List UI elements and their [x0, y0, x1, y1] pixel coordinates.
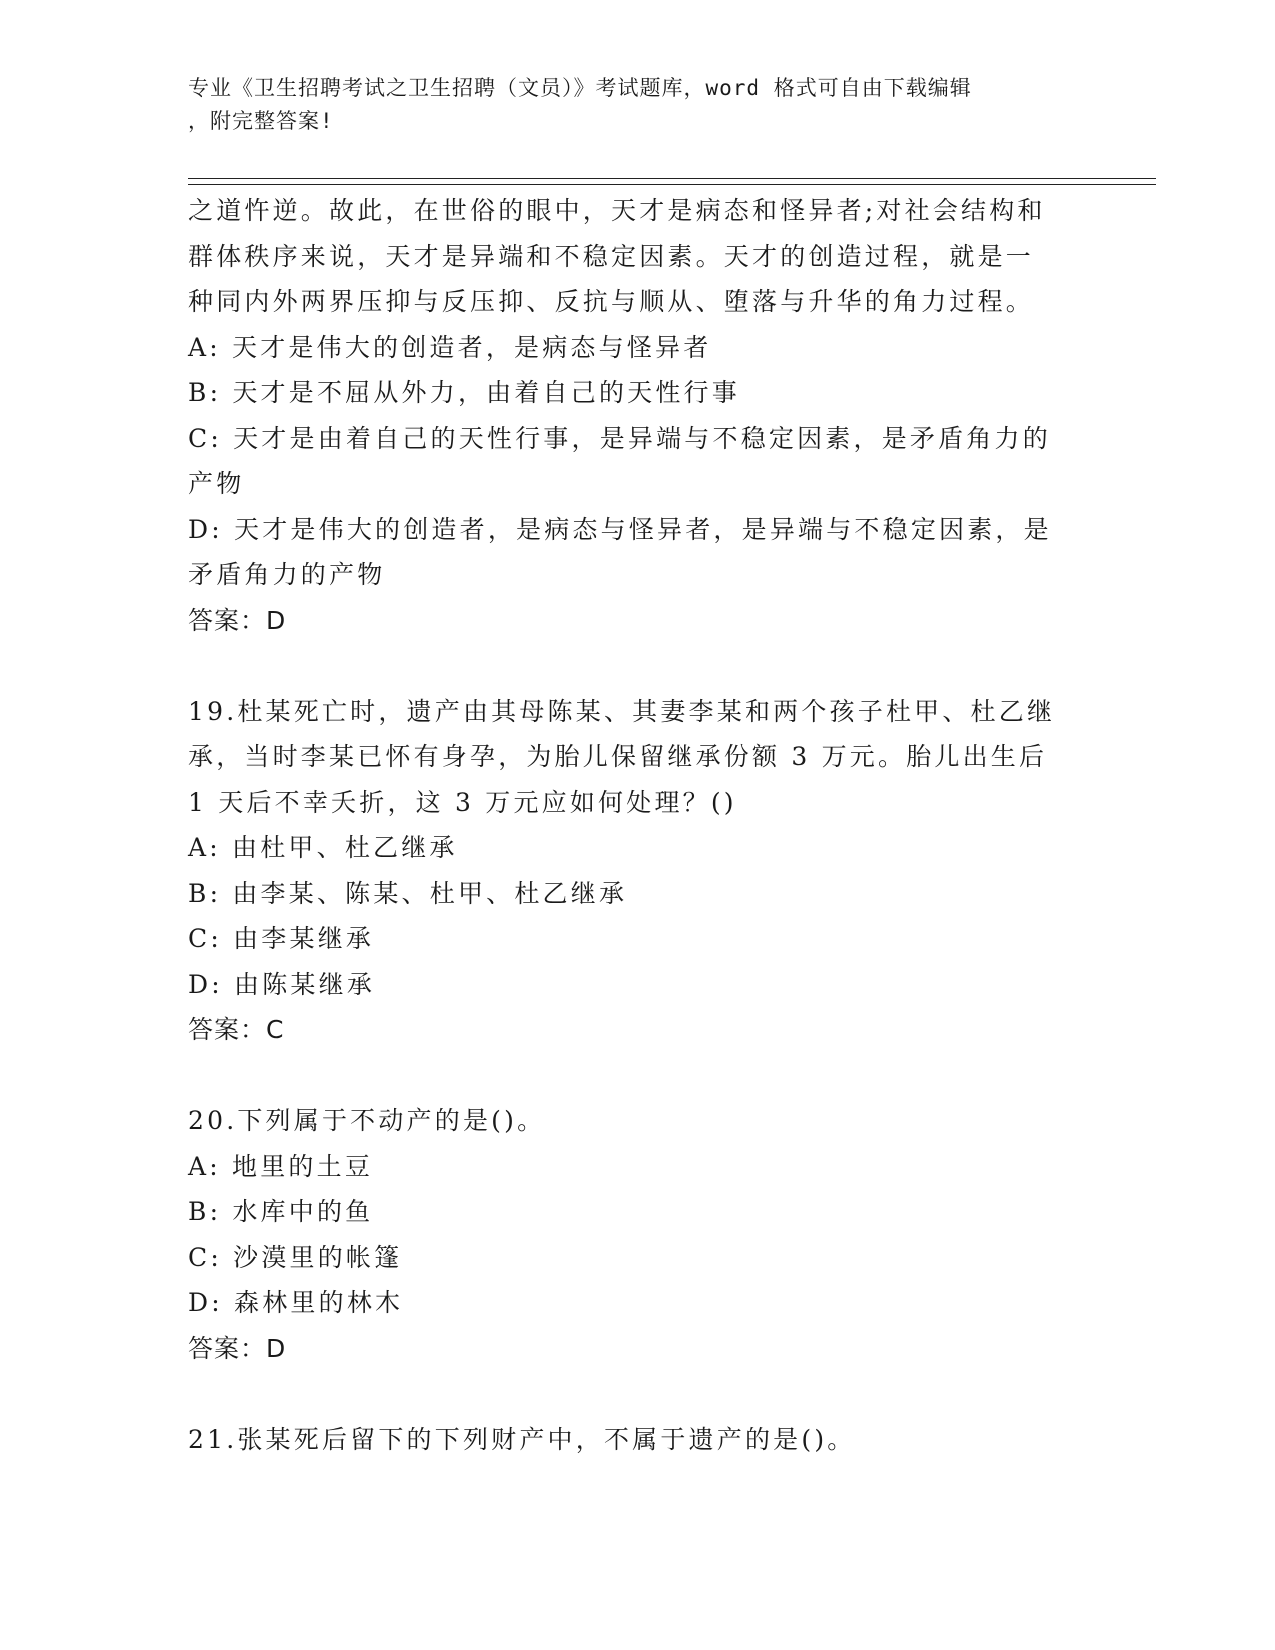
question-20	[188, 1098, 1088, 1371]
header-title-line-2: ，附完整答案!	[188, 109, 334, 133]
header-title-line-1: 专业《卫生招聘考试之卫生招聘（文员）》考试题库，word 格式可自由下载编辑	[188, 76, 972, 100]
page-header	[188, 72, 1068, 138]
option-c-continued: 产物	[188, 469, 245, 498]
option-b: B: 天才是不屈从外力，由着自己的天性行事	[188, 378, 740, 407]
spacer	[188, 643, 1088, 689]
question-stem-line: 种同内外两界压抑与反压抑、反抗与顺从、堕落与升华的角力过程。	[188, 287, 1035, 316]
option-a: A: 由杜甲、杜乙继承	[188, 833, 458, 862]
question-21	[188, 1417, 1088, 1463]
question-stem-line: 19.杜某死亡时，遗产由其母陈某、其妻李某和两个孩子杜甲、杜乙继	[188, 696, 1056, 726]
question-stem-line: 群体秩序来说，天才是异端和不稳定因素。天才的创造过程，就是一	[188, 241, 1035, 271]
question-stem-line: 之道忤逆。故此，在世俗的眼中，天才是病态和怪异者;对社会结构和	[188, 196, 1046, 225]
option-a: A: 地里的土豆	[188, 1151, 374, 1181]
option-d: D: 天才是伟大的创造者，是病态与怪异者，是异端与不稳定因素，是	[188, 514, 1052, 544]
answer-label: 答案：C	[188, 1015, 285, 1044]
question-stem-line: 20.下列属于不动产的是()。	[188, 1106, 546, 1135]
question-stem-line: 1 天后不幸夭折，这 3 万元应如何处理？()	[188, 787, 737, 817]
question-stem-line: 承，当时李某已怀有身孕，为胎儿保留继承份额 3 万元。胎儿出生后	[188, 742, 1048, 771]
option-c: C: 沙漠里的帐篷	[188, 1242, 403, 1272]
spacer	[188, 1053, 1088, 1099]
question-stem-line: 21.张某死后留下的下列财产中，不属于遗产的是()。	[188, 1424, 856, 1454]
question-18	[188, 188, 1088, 643]
question-content	[188, 188, 1088, 1462]
option-c: C: 由李某继承	[188, 924, 375, 953]
header-divider-bottom	[188, 184, 1156, 185]
option-d: D: 森林里的林木	[188, 1288, 404, 1317]
option-d-continued: 矛盾角力的产物	[188, 560, 386, 589]
option-c: C: 天才是由着自己的天性行事，是异端与不稳定因素，是矛盾角力的	[188, 423, 1051, 453]
option-b: B: 由李某、陈某、杜甲、杜乙继承	[188, 878, 628, 908]
answer-label: 答案：D	[188, 605, 287, 635]
spacer	[188, 1371, 1088, 1417]
option-b: B: 水库中的鱼	[188, 1197, 374, 1226]
answer-label: 答案：D	[188, 1333, 287, 1363]
header-divider-top	[188, 178, 1156, 179]
option-a: A: 天才是伟大的创造者，是病态与怪异者	[188, 332, 712, 362]
option-d: D: 由陈某继承	[188, 969, 376, 999]
question-19	[188, 689, 1088, 1053]
